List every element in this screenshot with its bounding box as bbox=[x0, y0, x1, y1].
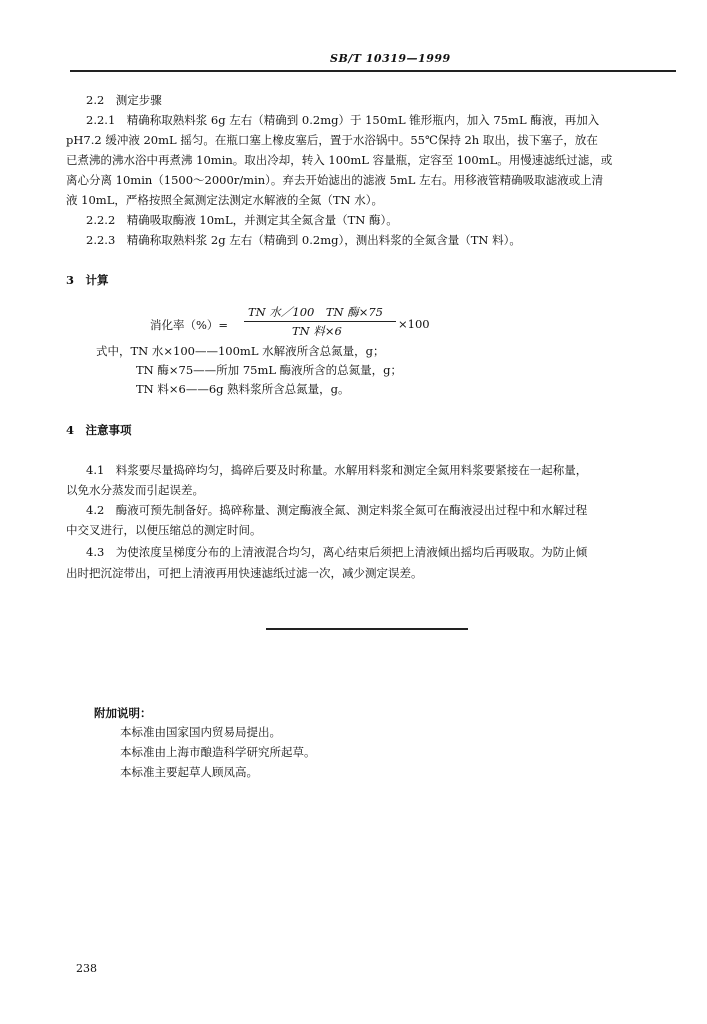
formula-multiplier: ×100 bbox=[398, 317, 430, 331]
definition-line: TN 料×6——6g 熟料浆所含总氮量，g。 bbox=[136, 382, 350, 396]
section-4-heading: 4 注意事项 bbox=[66, 423, 132, 437]
text-line: 4.3 为使浓度呈梯度分布的上清液混合均匀，离心结束后须把上清液倾出摇均后再吸取。为防止倾 bbox=[86, 545, 588, 559]
text-line: 中交叉进行，以便压缩总的测定时间。 bbox=[66, 523, 262, 537]
text-line: 液 10mL，严格按照全氮测定法测定水解液的全氮（TN 水）。 bbox=[66, 193, 383, 207]
header-rule bbox=[70, 70, 676, 72]
formula-numerator: TN 水／100 TN 酶×75 bbox=[248, 305, 383, 319]
fraction-bar bbox=[244, 321, 396, 322]
paragraph-2-2-2: 2.2.2 精确吸取酶液 10mL，并测定其全氮含量（TN 酶）。 bbox=[86, 213, 398, 227]
text-line: 以免水分蒸发而引起误差。 bbox=[66, 483, 204, 497]
formula-denominator: TN 料×6 bbox=[292, 324, 342, 338]
definition-line: TN 酶×75——所加 75mL 酶液所含的总氮量，g； bbox=[136, 363, 403, 377]
standard-code-header: SB/T 10319—1999 bbox=[330, 52, 451, 65]
end-of-text-rule bbox=[266, 628, 468, 630]
notes-heading: 附加说明： bbox=[94, 706, 152, 720]
text-line: 4.1 料浆要尽量捣碎均匀，捣碎后要及时称量。水解用料浆和测定全氮用料浆要紧接在一起称量， bbox=[86, 463, 588, 477]
text-line: 离心分离 10min（1500～2000r/min）。弃去开始滤出的滤液 5mL 左右。用移液管精确吸取滤液或上清 bbox=[66, 173, 604, 187]
formula-label: 消化率（%）= bbox=[150, 318, 229, 332]
section-2-2-heading: 2.2 测定步骤 bbox=[86, 93, 162, 107]
section-3-heading: 3 计算 bbox=[66, 273, 109, 287]
text-line: 4.2 酶液可预先制备好。捣碎称量、测定酶液全氮、测定料浆全氮可在酶液浸出过程中和水解过程 bbox=[86, 503, 588, 517]
page-number: 238 bbox=[76, 962, 97, 975]
note-line: 本标准主要起草人顾凤高。 bbox=[120, 765, 258, 779]
text-line: 已煮沸的沸水浴中再煮沸 10min。取出冷却，转入 100mL 容量瓶，定容至 100mL。用慢速滤纸过滤，或 bbox=[66, 153, 613, 167]
text-line: 2.2.1 精确称取熟料浆 6g 左右（精确到 0.2mg）于 150mL 锥形瓶内，加入 75mL 酶液，再加入 bbox=[86, 113, 600, 127]
paragraph-2-2-3: 2.2.3 精确称取熟料浆 2g 左右（精确到 0.2mg），测出料浆的全氮含量（TN 料）。 bbox=[86, 233, 521, 247]
note-line: 本标准由上海市酿造科学研究所起草。 bbox=[120, 745, 316, 759]
note-line: 本标准由国家国内贸易局提出。 bbox=[120, 725, 281, 739]
definition-line: 式中，TN 水×100——100mL 水解液所含总氮量，g； bbox=[96, 344, 385, 358]
text-line: pH7.2 缓冲液 20mL 摇匀。在瓶口塞上橡皮塞后，置于水浴锅中。55℃保持 2h 取出，拔下塞子，放在 bbox=[66, 133, 598, 147]
text-line: 出时把沉淀带出，可把上清液再用快速滤纸过滤一次，减少测定误差。 bbox=[66, 566, 423, 580]
